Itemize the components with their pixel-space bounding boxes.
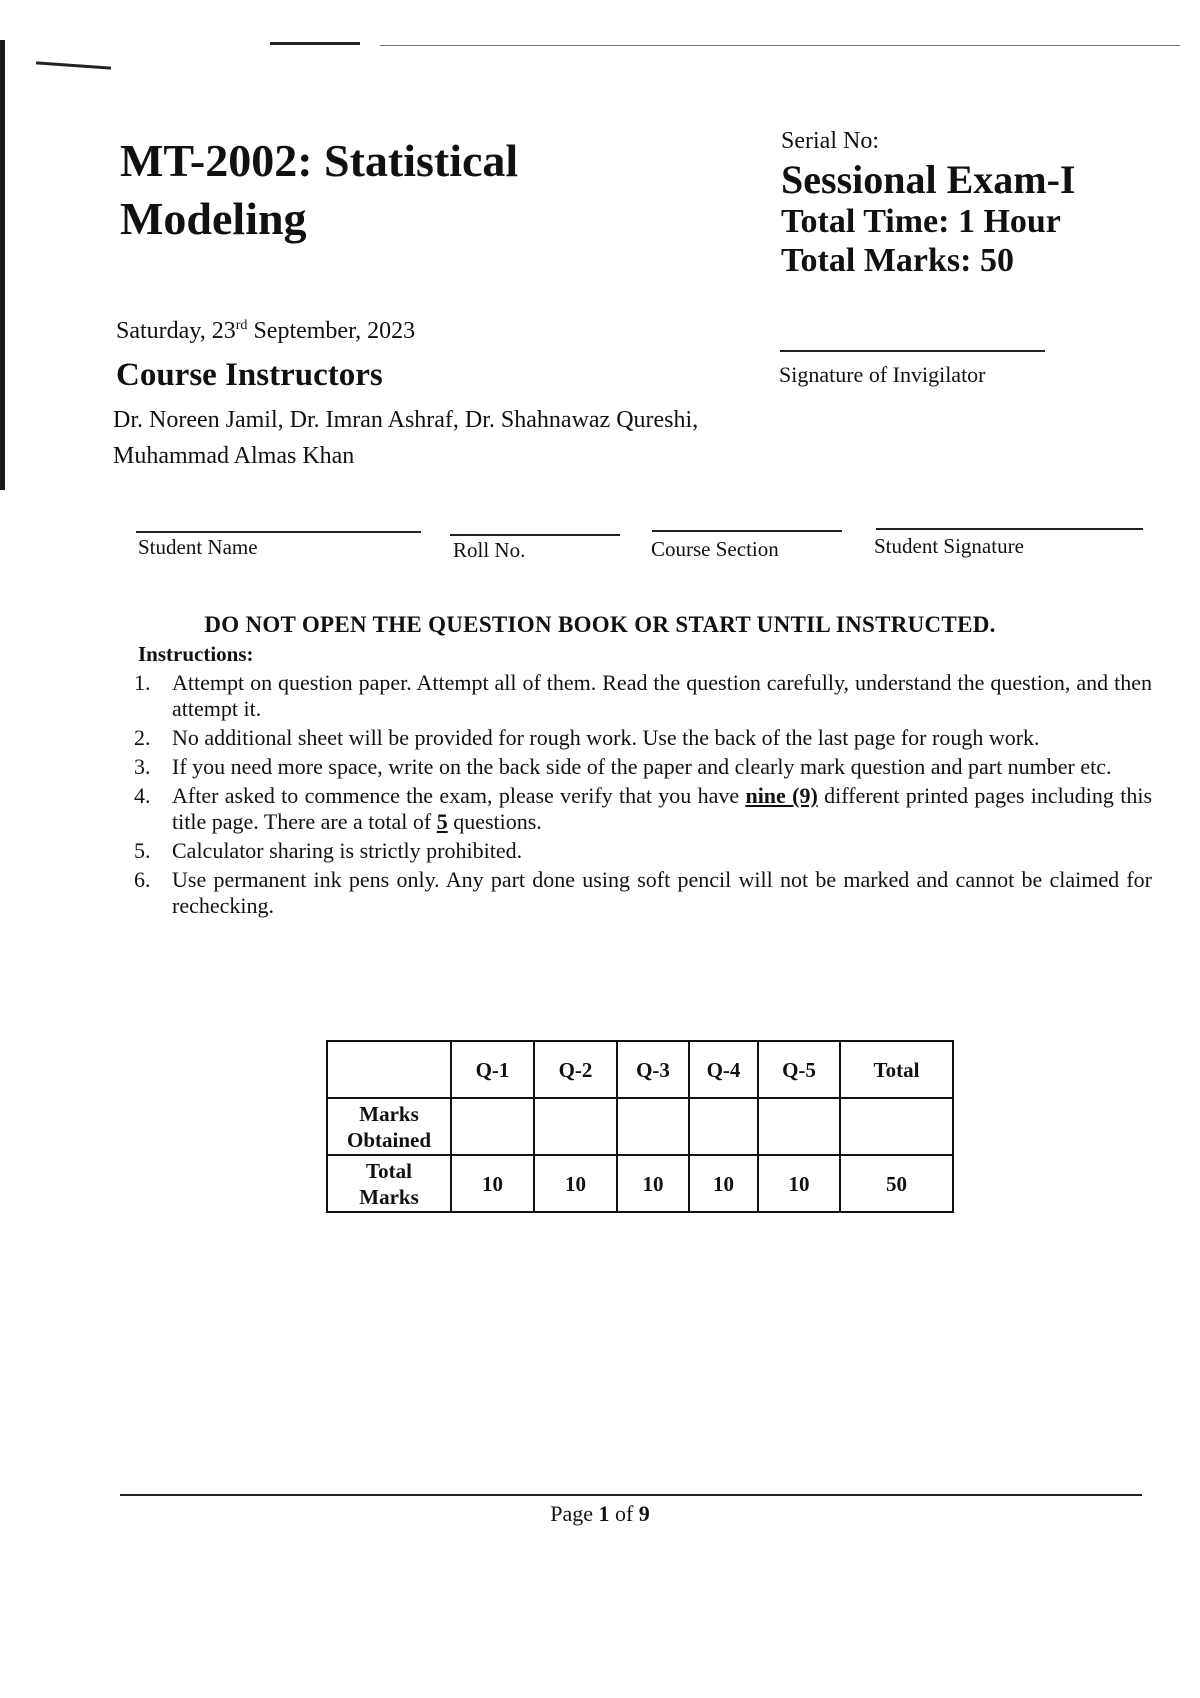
table-header-cell: Q-2: [534, 1041, 617, 1098]
table-header-cell: Total: [840, 1041, 953, 1098]
invigilator-signature-label: Signature of Invigilator: [779, 362, 986, 387]
instruction-item: 3. If you need more space, write on the back side of the paper and clearly mark question and part number etc.: [134, 754, 1112, 779]
row-label-total-marks: Total Marks: [327, 1155, 451, 1212]
scan-mark: [380, 45, 1180, 46]
footer-divider: [120, 1494, 1142, 1496]
table-header-cell: Q-3: [617, 1041, 689, 1098]
marks-obtained-cell[interactable]: [534, 1098, 617, 1155]
marks-obtained-cell[interactable]: [617, 1098, 689, 1155]
do-not-open-warning: DO NOT OPEN THE QUESTION BOOK OR START UNTIL INSTRUCTED.: [204, 612, 996, 637]
total-marks-cell: 10: [617, 1155, 689, 1212]
total-marks-cell: 10: [534, 1155, 617, 1212]
course-title: MT-2002: Statistical Modeling: [120, 135, 519, 244]
table-header-cell: Q-1: [451, 1041, 534, 1098]
table-header-cell: Q-4: [689, 1041, 758, 1098]
instruction-item: 4. After asked to commence the exam, please verify that you have nine (9) different printed pages including this title page. There are a total of 5 questions.: [134, 783, 1153, 834]
student-signature-line: [876, 528, 1143, 530]
exam-name: Sessional Exam-I: [781, 157, 1076, 202]
marks-table: [326, 1040, 954, 1213]
marks-obtained-cell[interactable]: [758, 1098, 840, 1155]
instructions-heading: Instructions:: [138, 642, 254, 666]
instructions-list: [126, 670, 1152, 922]
marks-obtained-cell[interactable]: [689, 1098, 758, 1155]
marks-obtained-cell[interactable]: [840, 1098, 953, 1155]
student-name-line: [136, 531, 421, 533]
total-time: Total Time: 1 Hour: [781, 203, 1061, 240]
exam-date: Saturday, 23rd September, 2023: [116, 318, 416, 344]
table-header-cell: Q-5: [758, 1041, 840, 1098]
scan-edge-shadow: [0, 40, 5, 490]
student-name-label: Student Name: [138, 535, 258, 559]
student-signature-label: Student Signature: [874, 534, 1024, 558]
instruction-item: 6. Use permanent ink pens only. Any part done using soft pencil will not be marked and cannot be claimed for rechecking.: [134, 867, 1152, 918]
instruction-item: 2. No additional sheet will be provided for rough work. Use the back of the last page for rough work.: [134, 725, 1040, 750]
table-header-cell: [327, 1041, 451, 1098]
total-marks-cell: 10: [758, 1155, 840, 1212]
marks-table-header-row: [327, 1041, 953, 1098]
total-marks-cell: 10: [451, 1155, 534, 1212]
page-number: Page 1 of 9: [550, 1501, 650, 1526]
course-instructors-names: Dr. Noreen Jamil, Dr. Imran Ashraf, Dr. Shahnawaz Qureshi, Muhammad Almas Khan: [113, 407, 699, 469]
table-row: [327, 1155, 953, 1212]
total-marks-cell: 10: [689, 1155, 758, 1212]
course-section-line: [652, 530, 842, 532]
row-label-marks-obtained: Marks Obtained: [327, 1098, 451, 1155]
instruction-item: 5. Calculator sharing is strictly prohibited.: [134, 838, 523, 863]
roll-number-line: [450, 534, 620, 536]
scan-mark: [270, 42, 360, 45]
course-instructors-heading: Course Instructors: [116, 357, 383, 393]
instruction-item: 1. Attempt on question paper. Attempt all of them. Read the question carefully, understand the question, and then attempt it.: [134, 670, 1152, 721]
serial-number-label: Serial No:: [781, 128, 879, 154]
total-marks: Total Marks: 50: [781, 242, 1014, 279]
marks-obtained-cell[interactable]: [451, 1098, 534, 1155]
total-marks-cell: 50: [840, 1155, 953, 1212]
scan-mark: [36, 61, 111, 69]
table-row: [327, 1098, 953, 1155]
course-section-label: Course Section: [651, 537, 779, 561]
roll-number-label: Roll No.: [453, 538, 526, 562]
invigilator-signature-line: [780, 350, 1045, 352]
